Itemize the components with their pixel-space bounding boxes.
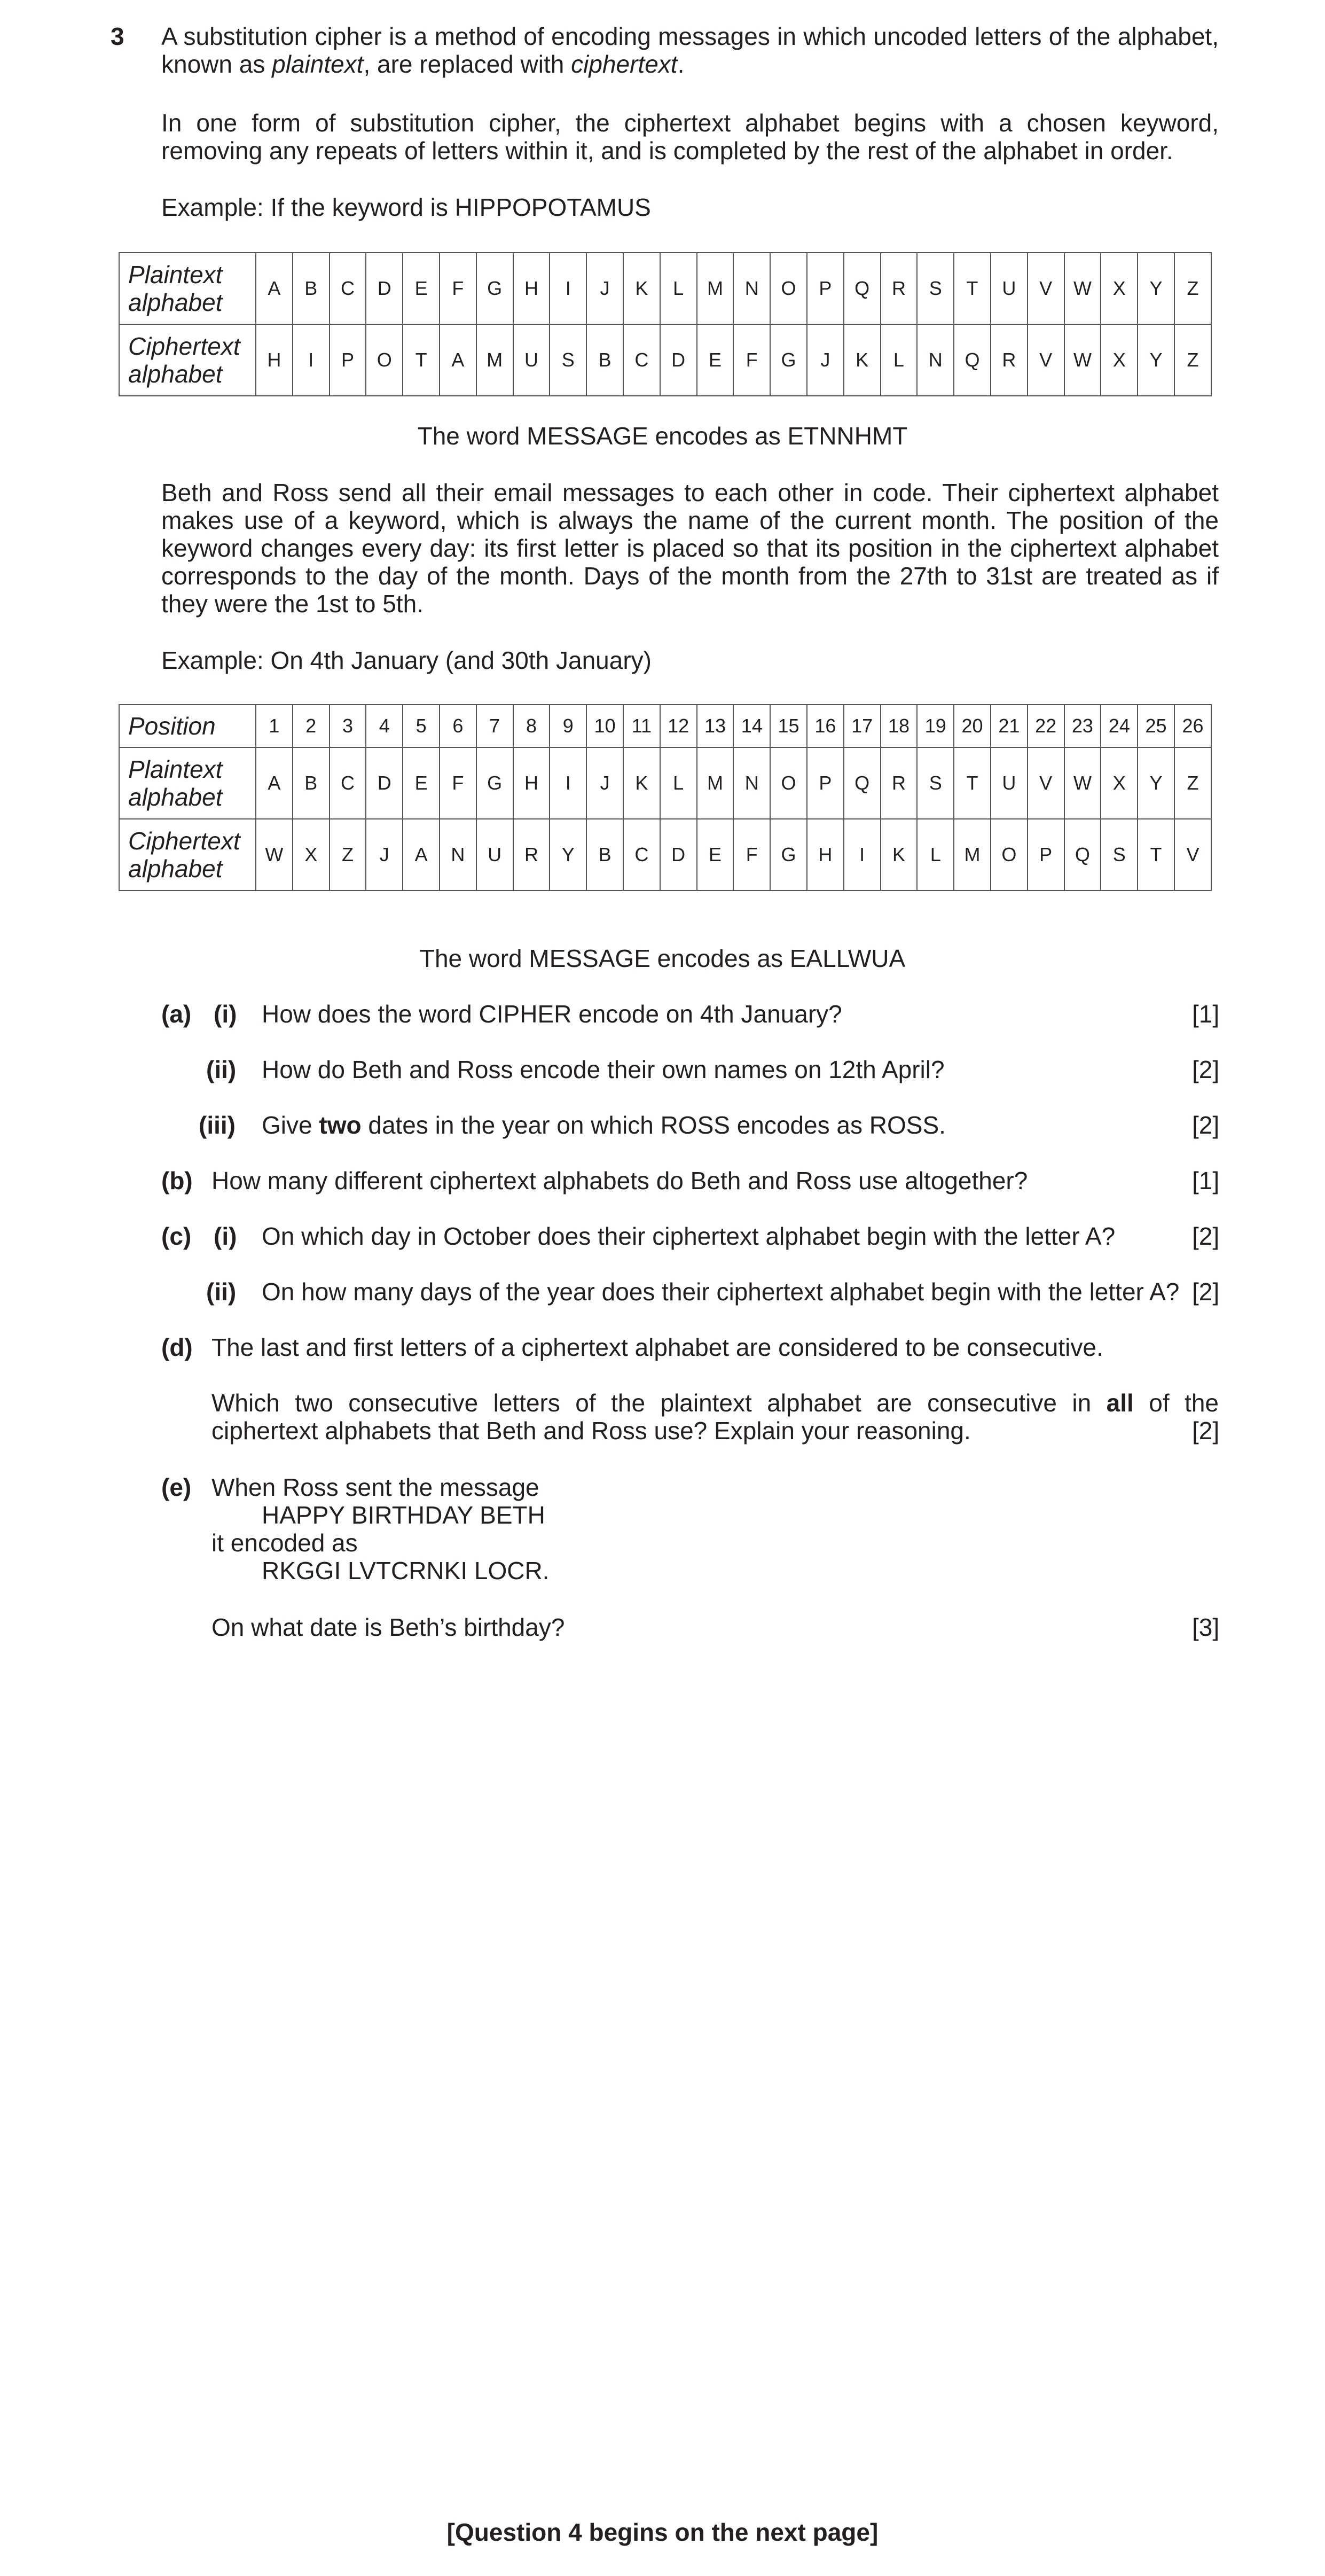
part-b-text: How many different ciphertext alphabets do Beth and Ross use altogether? <box>211 1167 1028 1195</box>
part-a-ii-label: (ii) <box>206 1056 237 1083</box>
ciphertext-row <box>119 324 1211 396</box>
table-cell: M <box>697 253 734 324</box>
table-cell: R <box>881 253 918 324</box>
table-cell: Z <box>330 819 366 891</box>
table-cell: 9 <box>550 705 586 747</box>
question-number: 3 <box>111 22 124 50</box>
term-plaintext: plaintext <box>272 50 364 78</box>
intro-text-c: . <box>677 50 685 78</box>
table-cell: O <box>770 747 807 819</box>
intro-paragraph-2: In one form of substitution cipher, the ciphertext alphabet begins with a chosen keyword, removing any repeats of letters within it, and is completed by the rest of the alphabet in order. <box>161 109 1219 165</box>
table-cell: 11 <box>623 705 660 747</box>
table-cell: G <box>770 324 807 396</box>
table-cell: H <box>807 819 844 891</box>
beth-ross-paragraph: Beth and Ross send all their email messages to each other in code. Their ciphertext alphabet makes use of a keyword, which is always the name of the current month. The position of the keyword changes every day: its first letter is placed so that its position in the ciphertext alphabet corresponds to the day of the month. Days of the month from the 27th to 31st are treated as if they were the 1st to 5th. <box>161 479 1219 618</box>
table-cell: D <box>660 819 697 891</box>
table-cell: 1 <box>256 705 293 747</box>
table-cell: H <box>256 324 293 396</box>
table-cell: Z <box>1174 324 1211 396</box>
table-cell: A <box>403 819 440 891</box>
keyword-cipher-table <box>119 252 1212 396</box>
table-cell: Z <box>1174 253 1211 324</box>
part-c-i-text: On which day in October does their ciphertext alphabet begin with the letter A? <box>262 1222 1116 1250</box>
plaintext-row <box>119 253 1211 324</box>
table-cell: U <box>991 253 1028 324</box>
table-cell: L <box>881 324 918 396</box>
encodes-example-1: The word MESSAGE encodes as ETNNHMT <box>417 422 908 450</box>
table-cell: E <box>697 819 734 891</box>
table-cell: R <box>881 747 918 819</box>
table-cell: V <box>1028 324 1064 396</box>
part-c-label: (c) <box>161 1222 192 1250</box>
table-cell: 2 <box>293 705 330 747</box>
table-cell: U <box>476 819 513 891</box>
table-cell: 20 <box>954 705 991 747</box>
table-cell: V <box>1028 253 1064 324</box>
table-cell: E <box>403 747 440 819</box>
table-cell: L <box>660 747 697 819</box>
intro-paragraph-1 <box>161 22 1219 78</box>
plaintext-row-header: Plaintext alphabet <box>119 253 256 324</box>
part-e-question: On what date is Beth’s birthday? <box>211 1613 565 1641</box>
part-a-label: (a) <box>161 1000 192 1028</box>
part-e-message: HAPPY BIRTHDAY BETH <box>262 1501 545 1529</box>
table-cell: J <box>586 253 623 324</box>
table-cell: 14 <box>733 705 770 747</box>
table-cell: P <box>1028 819 1064 891</box>
page-footer: [Question 4 begins on the next page] <box>446 2518 879 2546</box>
part-c-ii-text: On how many days of the year does their ciphertext alphabet begin with the letter A? <box>262 1278 1180 1306</box>
table-cell: 13 <box>697 705 734 747</box>
table-cell: K <box>844 324 881 396</box>
part-a-i-mark: [1] <box>1192 1000 1220 1028</box>
part-a-iii-mark: [2] <box>1192 1111 1220 1139</box>
position-row-header: Position <box>119 705 256 747</box>
table-cell: I <box>293 324 330 396</box>
table-cell: E <box>403 253 440 324</box>
table-cell: F <box>440 747 476 819</box>
table-cell: C <box>330 253 366 324</box>
part-d-text-1: The last and first letters of a ciphertext alphabet are considered to be consecutive. <box>211 1333 1103 1361</box>
table-cell: N <box>440 819 476 891</box>
table-cell: S <box>1101 819 1138 891</box>
table-cell: A <box>440 324 476 396</box>
table-cell: G <box>476 747 513 819</box>
table-cell: N <box>917 324 954 396</box>
table-cell: 8 <box>513 705 550 747</box>
example-4th-january: Example: On 4th January (and 30th January) <box>161 646 652 674</box>
table-cell: J <box>807 324 844 396</box>
table-cell: P <box>807 747 844 819</box>
encodes-example-2: The word MESSAGE encodes as EALLWUA <box>419 944 906 972</box>
ciphertext-row-header: Ciphertext alphabet <box>119 324 256 396</box>
table-cell: 23 <box>1064 705 1101 747</box>
table-cell: B <box>293 747 330 819</box>
table-cell: D <box>660 324 697 396</box>
table-cell: L <box>660 253 697 324</box>
part-a-ii-mark: [2] <box>1192 1056 1220 1083</box>
part-a-iii-text-bold: two <box>319 1111 362 1139</box>
table-cell: X <box>1101 253 1138 324</box>
intro-text-b: , are replaced with <box>363 50 571 78</box>
part-a-i-label: (i) <box>214 1000 237 1028</box>
table-cell: R <box>991 324 1028 396</box>
table-cell: Y <box>550 819 586 891</box>
part-e-line-1: When Ross sent the message <box>211 1473 539 1501</box>
table-cell: I <box>550 747 586 819</box>
table-cell: O <box>991 819 1028 891</box>
table-cell: I <box>550 253 586 324</box>
table-cell: B <box>586 324 623 396</box>
table-cell: W <box>1064 324 1101 396</box>
part-e-mark: [3] <box>1192 1613 1220 1641</box>
part-a-ii-text: How do Beth and Ross encode their own names on 12th April? <box>262 1056 945 1083</box>
term-ciphertext: ciphertext <box>571 50 678 78</box>
part-e-line-3: it encoded as <box>211 1529 358 1557</box>
table-cell: 3 <box>330 705 366 747</box>
table-cell: J <box>586 747 623 819</box>
part-c-ii-mark: [2] <box>1192 1278 1220 1306</box>
intro-text-a: A substitution cipher is a method of encoding messages in which uncoded letters of the alphabet, known as <box>161 22 1219 78</box>
part-d-text-bold: all <box>1106 1389 1134 1417</box>
table-cell: A <box>256 747 293 819</box>
table-cell: 26 <box>1174 705 1211 747</box>
table-cell: C <box>330 747 366 819</box>
table-cell: S <box>550 324 586 396</box>
table-cell: P <box>807 253 844 324</box>
table-cell: 25 <box>1138 705 1174 747</box>
table-cell: C <box>623 819 660 891</box>
table-cell: W <box>256 819 293 891</box>
table-cell: T <box>954 747 991 819</box>
table-cell: K <box>623 253 660 324</box>
table-cell: V <box>1028 747 1064 819</box>
part-a-iii-text-a: Give <box>262 1111 319 1139</box>
part-d-mark: [2] <box>1192 1417 1220 1445</box>
part-c-ii-label: (ii) <box>206 1278 237 1306</box>
table-cell: M <box>476 324 513 396</box>
table-cell: 24 <box>1101 705 1138 747</box>
table-cell: E <box>697 324 734 396</box>
table-cell: 4 <box>366 705 403 747</box>
table-cell: U <box>991 747 1028 819</box>
table-cell: 22 <box>1028 705 1064 747</box>
part-a-iii-text <box>262 1111 946 1139</box>
plaintext-row-header: Plaintext alphabet <box>119 747 256 819</box>
table-cell: K <box>623 747 660 819</box>
table-cell: Q <box>844 747 881 819</box>
table-cell: G <box>770 819 807 891</box>
ciphertext-row <box>119 819 1211 891</box>
table-cell: 16 <box>807 705 844 747</box>
table-cell: M <box>954 819 991 891</box>
table-cell: Q <box>844 253 881 324</box>
table-cell: S <box>917 253 954 324</box>
table-cell: R <box>513 819 550 891</box>
table-cell: Y <box>1138 324 1174 396</box>
table-cell: M <box>697 747 734 819</box>
table-cell: X <box>1101 747 1138 819</box>
part-a-iii-text-b: dates in the year on which ROSS encodes as ROSS. <box>361 1111 946 1139</box>
part-c-i-mark: [2] <box>1192 1222 1220 1250</box>
table-cell: N <box>733 253 770 324</box>
table-cell: W <box>1064 253 1101 324</box>
part-e-encoded: RKGGI LVTCRNKI LOCR. <box>262 1557 550 1584</box>
table-cell: T <box>403 324 440 396</box>
table-cell: 15 <box>770 705 807 747</box>
part-e-label: (e) <box>161 1473 192 1501</box>
table-cell: X <box>293 819 330 891</box>
table-cell: D <box>366 253 403 324</box>
table-cell: 17 <box>844 705 881 747</box>
table-cell: F <box>440 253 476 324</box>
table-cell: T <box>1138 819 1174 891</box>
part-c-i-label: (i) <box>214 1222 237 1250</box>
table-cell: X <box>1101 324 1138 396</box>
table-cell: B <box>293 253 330 324</box>
part-a-iii-label: (iii) <box>199 1111 236 1139</box>
table-cell: P <box>330 324 366 396</box>
table-cell: V <box>1174 819 1211 891</box>
part-a-i-text: How does the word CIPHER encode on 4th January? <box>262 1000 842 1028</box>
table-cell: 12 <box>660 705 697 747</box>
table-cell: H <box>513 253 550 324</box>
table-cell: O <box>366 324 403 396</box>
part-b-label: (b) <box>161 1167 193 1195</box>
table-cell: Z <box>1174 747 1211 819</box>
table-cell: 7 <box>476 705 513 747</box>
table-cell: Q <box>1064 819 1101 891</box>
plaintext-row <box>119 747 1211 819</box>
table-cell: 19 <box>917 705 954 747</box>
table-cell: T <box>954 253 991 324</box>
table-cell: L <box>917 819 954 891</box>
table-cell: F <box>733 324 770 396</box>
table-cell: J <box>366 819 403 891</box>
table-cell: A <box>256 253 293 324</box>
table-cell: O <box>770 253 807 324</box>
table-cell: Y <box>1138 747 1174 819</box>
table-cell: I <box>844 819 881 891</box>
ciphertext-row-header: Ciphertext alphabet <box>119 819 256 891</box>
part-d-text-2 <box>211 1389 1219 1445</box>
table-cell: G <box>476 253 513 324</box>
table-cell: 18 <box>881 705 918 747</box>
table-cell: W <box>1064 747 1101 819</box>
positional-cipher-table <box>119 704 1212 891</box>
table-cell: D <box>366 747 403 819</box>
table-cell: H <box>513 747 550 819</box>
table-cell: 5 <box>403 705 440 747</box>
example-hippopotamus: Example: If the keyword is HIPPOPOTAMUS <box>161 193 651 221</box>
table-cell: 6 <box>440 705 476 747</box>
table-cell: U <box>513 324 550 396</box>
table-cell: Y <box>1138 253 1174 324</box>
table-cell: B <box>586 819 623 891</box>
table-cell: S <box>917 747 954 819</box>
part-b-mark: [1] <box>1192 1167 1220 1195</box>
part-d-text-2b: of the ciphertext alphabets that Beth and Ross use? Explain your reasoning. <box>211 1389 1219 1445</box>
table-cell: N <box>733 747 770 819</box>
table-cell: 21 <box>991 705 1028 747</box>
part-d-text-2a: Which two consecutive letters of the plaintext alphabet are consecutive in <box>211 1389 1107 1417</box>
position-row <box>119 705 1211 747</box>
table-cell: 10 <box>586 705 623 747</box>
table-cell: K <box>881 819 918 891</box>
table-cell: C <box>623 324 660 396</box>
part-d-label: (d) <box>161 1333 193 1361</box>
table-cell: Q <box>954 324 991 396</box>
table-cell: F <box>733 819 770 891</box>
